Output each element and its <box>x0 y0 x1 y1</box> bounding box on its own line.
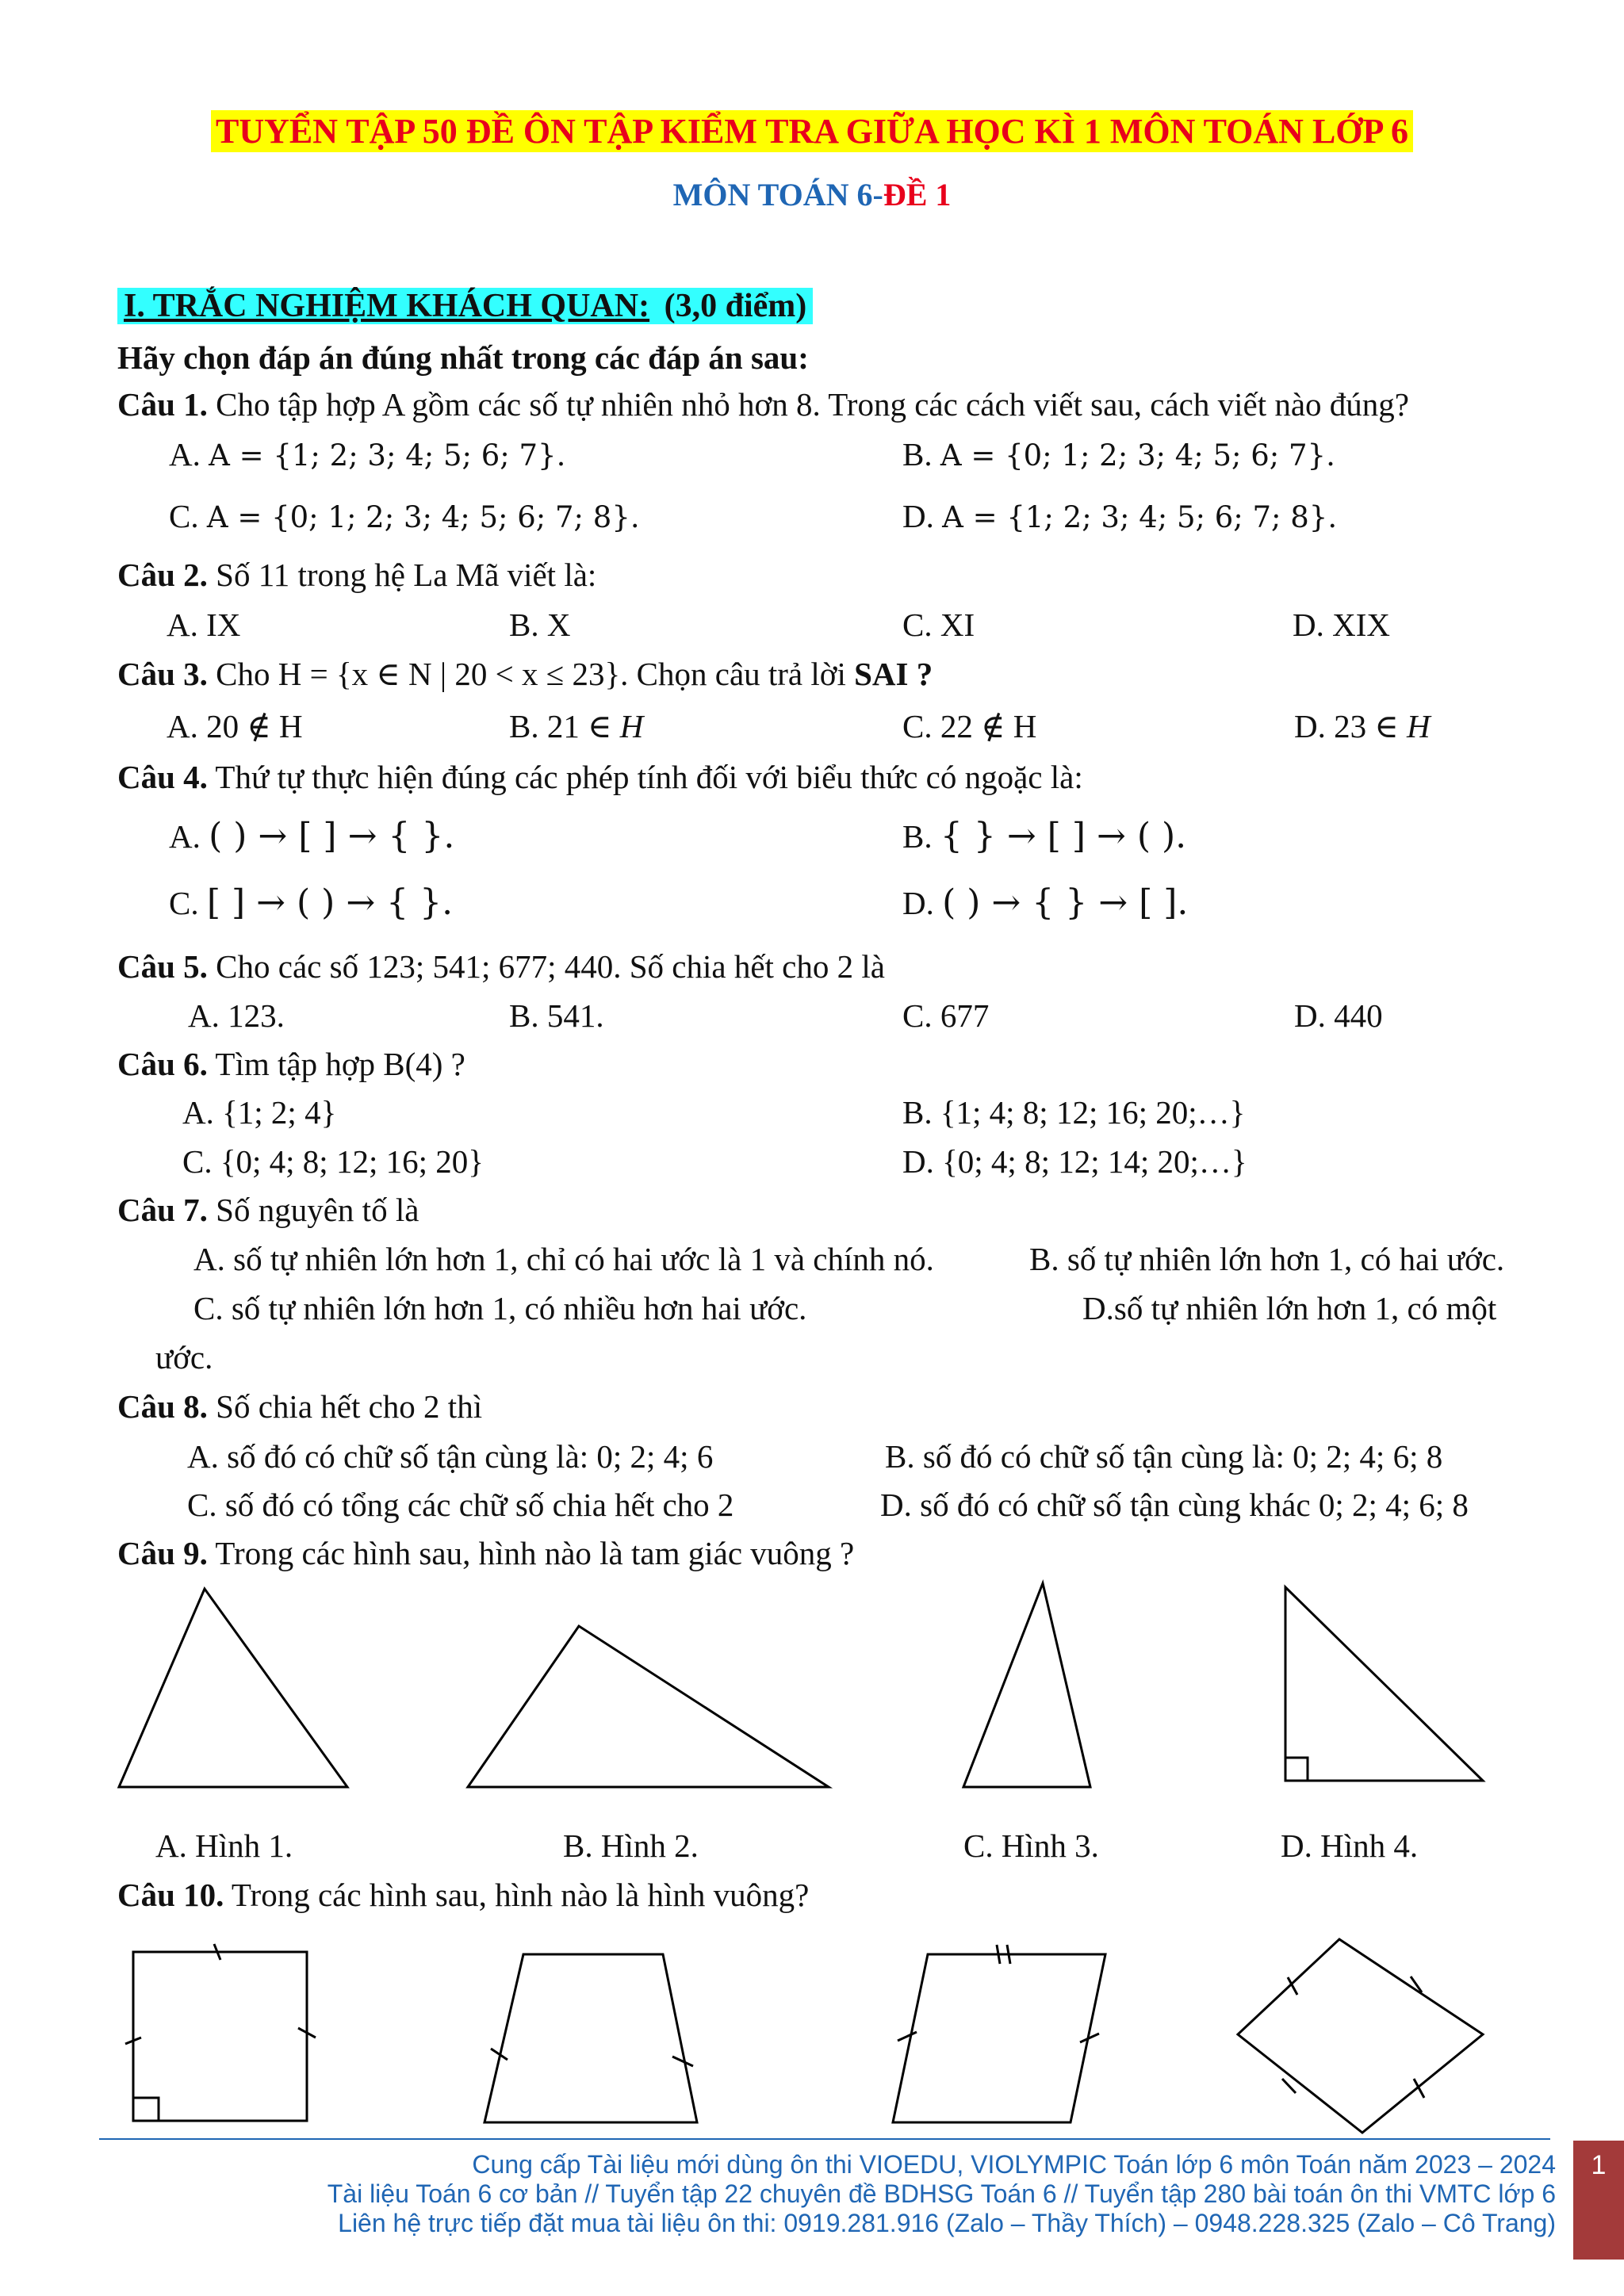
q3-option-d: D. 23 ∈ H <box>1294 708 1431 744</box>
parallelogram-figure-3 <box>893 1954 1105 2122</box>
q5-option-b: B. 541. <box>509 997 604 1034</box>
q6-option-d: D. {0; 4; 8; 12; 14; 20;…} <box>902 1143 1247 1180</box>
q6-option-c: C. {0; 4; 8; 12; 16; 20} <box>182 1143 484 1180</box>
page-number: 1 <box>1573 2141 1624 2260</box>
question-6: Câu 6. Tìm tập hợp B(4) ? <box>117 1046 465 1082</box>
question-1: Câu 1. Cho tập hợp A gồm các số tự nhiên nhỏ hơn 8. Trong các cách viết sau, cách viết nào đúng? <box>117 386 1409 423</box>
document-subtitle: MÔN TOÁN 6-ĐỀ 1 <box>672 177 952 212</box>
footer-line-2: Tài liệu Toán 6 cơ bản // Tuyển tập 22 chuyên đề BDHSG Toán 6 // Tuyển tập 280 bài toán ôn thi VMTC lớp 6 <box>327 2179 1556 2208</box>
trapezoid-figure-2 <box>485 1954 697 2122</box>
q1-option-a: A. A = {1; 2; 3; 4; 5; 6; 7}. <box>169 436 566 473</box>
q6-option-a: A. {1; 2; 4} <box>182 1094 337 1131</box>
q9-option-a: A. Hình 1. <box>155 1827 293 1864</box>
q2-option-a: A. IX <box>167 607 241 643</box>
q2-option-c: C. XI <box>902 607 975 643</box>
q7-option-b: B. số tự nhiên lớn hơn 1, có hai ước. <box>1029 1241 1505 1277</box>
question-4: Câu 4. Thứ tự thực hiện đúng các phép tính đối với biểu thức có ngoặc là: <box>117 759 1083 795</box>
footer-line-1: Cung cấp Tài liệu mới dùng ôn thi VIOEDU, VIOLYMPIC Toán lớp 6 môn Toán năm 2023 – 2024 <box>472 2150 1556 2179</box>
q8-option-c: C. số đó có tổng các chữ số chia hết cho 2 <box>187 1487 734 1523</box>
q4-option-d: D. ( ) → { } → [ ]. <box>902 882 1189 923</box>
rhombus-figure-4 <box>1238 1939 1483 2133</box>
q5-option-d: D. 440 <box>1294 997 1383 1034</box>
question-10: Câu 10. Trong các hình sau, hình nào là hình vuông? <box>117 1877 810 1913</box>
q1-option-b: B. A = {0; 1; 2; 3; 4; 5; 6; 7}. <box>902 436 1335 473</box>
q9-option-c: C. Hình 3. <box>963 1827 1099 1864</box>
q8-option-b: B. số đó có chữ số tận cùng là: 0; 2; 4; 6; 8 <box>885 1438 1443 1475</box>
q4-option-a: A. ( ) → [ ] → { }. <box>169 816 455 856</box>
section-heading: I. TRẮC NGHIỆM KHÁCH QUAN: (3,0 điểm) <box>117 287 813 325</box>
document-title: TUYỂN TẬP 50 ĐỀ ÔN TẬP KIỂM TRA GIỮA HỌC KÌ 1 MÔN TOÁN LỚP 6 <box>0 111 1624 151</box>
q3-option-a: A. 20 ∉ H <box>167 708 303 744</box>
q3-option-c: C. 22 ∉ H <box>902 708 1037 744</box>
footer-line-3: Liên hệ trực tiếp đặt mua tài liệu ôn thi: 0919.281.916 (Zalo – Thầy Thích) – 0948.228.325 (Zalo – Cô Trang) <box>338 2209 1556 2237</box>
q2-option-b: B. X <box>509 607 571 643</box>
q9-option-b: B. Hình 2. <box>563 1827 699 1864</box>
q5-option-c: C. 677 <box>902 997 990 1034</box>
q4-option-c: C. [ ] → ( ) → { }. <box>169 882 454 923</box>
q7-option-d-continued: ước. <box>155 1339 213 1376</box>
question-2: Câu 2. Số 11 trong hệ La Mã viết là: <box>117 557 597 593</box>
question-9: Câu 9. Trong các hình sau, hình nào là tam giác vuông ? <box>117 1535 855 1571</box>
q1-option-c: C. A = {0; 1; 2; 3; 4; 5; 6; 7; 8}. <box>169 498 640 534</box>
q8-option-a: A. số đó có chữ số tận cùng là: 0; 2; 4; 6 <box>187 1438 714 1475</box>
q6-option-b: B. {1; 4; 8; 12; 16; 20;…} <box>902 1094 1246 1131</box>
section-instruction: Hãy chọn đáp án đúng nhất trong các đáp án sau: <box>117 339 809 376</box>
q7-option-d: D.số tự nhiên lớn hơn 1, có một <box>1082 1290 1497 1326</box>
question-7: Câu 7. Số nguyên tố là <box>117 1192 419 1228</box>
q8-option-d: D. số đó có chữ số tận cùng khác 0; 2; 4; 6; 8 <box>880 1487 1469 1523</box>
q2-option-d: D. XIX <box>1293 607 1390 643</box>
q4-option-b: B. { } → [ ] → ( ). <box>902 816 1187 856</box>
question-3: Câu 3. Cho H = {x ∈ N | 20 < x ≤ 23}. Chọn câu trả lời SAI ? <box>117 656 933 692</box>
q5-option-a: A. 123. <box>188 997 285 1034</box>
right-angle-mark <box>133 2098 159 2121</box>
question-5: Câu 5. Cho các số 123; 541; 677; 440. Số chia hết cho 2 là <box>117 948 885 985</box>
footer-divider <box>99 2138 1550 2140</box>
square-figure-1 <box>133 1952 307 2121</box>
q9-option-d: D. Hình 4. <box>1281 1827 1419 1864</box>
q1-option-d: D. A = {1; 2; 3; 4; 5; 6; 7; 8}. <box>902 498 1338 534</box>
q7-option-a: A. số tự nhiên lớn hơn 1, chỉ có hai ước là 1 và chính nó. <box>193 1241 934 1277</box>
question-8: Câu 8. Số chia hết cho 2 thì <box>117 1388 483 1425</box>
q7-option-c: C. số tự nhiên lớn hơn 1, có nhiều hơn hai ước. <box>193 1290 807 1326</box>
q3-option-b: B. 21 ∈ H <box>509 708 644 744</box>
